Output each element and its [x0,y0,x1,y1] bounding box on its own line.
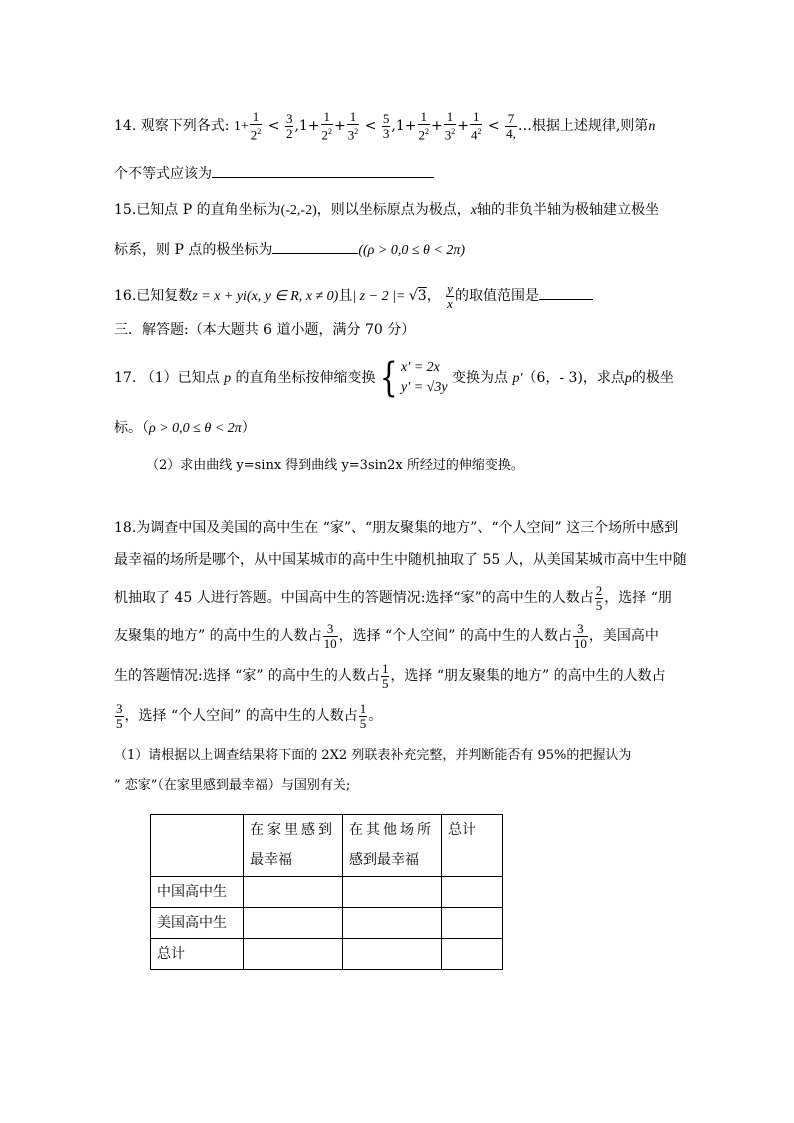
answer-blank[interactable] [272,253,358,254]
q17-line1: 17. （1）已知点 p 的直角坐标按伸缩变换{ x' = 2x y' = √3y 变换为点 p'（6，- 3)，求点p的极坐 [114,355,674,401]
q14-lead: 14. 观察下列各式: [114,118,230,135]
table-cell[interactable] [442,877,503,908]
table-cell[interactable] [244,939,343,970]
coordinate: (-2,-2) [280,203,317,218]
q18-line2: 最幸福的场所是哪个，从中国某城市的高中生中随机抽取了 55 人，从美国某城市高中生中随 [114,552,687,568]
answer-blank[interactable] [539,299,593,300]
fraction: $\frac{1}{2^2}$ [321,109,333,143]
q15-line2: 标系，则 P 点的极坐标为 ((ρ > 0,0 ≤ θ < 2π) [114,242,466,258]
q18-line4: 友聚集的地方” 的高中生的人数占 $\frac{3}{10}$ ，选择 “个人空间” 的高中生的人数占 $\frac{3}{10}$ ，美国高中 [114,620,659,651]
table-row [151,877,503,908]
q18-part1-a: （1）请根据以上调查结果将下面的 2X2 列联表补充完整，并判断能否有 95%的把握认为 [114,748,632,763]
table-cell[interactable] [343,939,442,970]
q17-line2: 标。（ρ > 0,0 ≤ θ < 2π） [114,420,256,436]
table-cell[interactable] [244,877,343,908]
q18-line6: $\frac{3}{5}$ ，选择 “个人空间” 的高中生的人数占 $\frac{1}{5}$ 。 [116,700,383,731]
separator: ,1+ [294,118,320,135]
q14-prompt: 个不等式应该为 [114,166,212,182]
q14-tail: …根据上述规律,则第 [517,118,649,135]
fraction: $\frac{3}{5}$ [116,700,123,731]
table-cell[interactable] [442,908,503,939]
fraction: $\frac{1}{3^2}$ [444,109,456,143]
fraction: $\frac{1}{5}$ [359,700,367,731]
lt-sign: < [267,118,280,135]
table-corner [151,815,244,877]
transform-system: x' = 2x y' = √3y [400,360,448,395]
q16-line: 16.已知复数z = x + yi(x, y ∈ R, x ≠ 0)且| z − 2 |= √3， $\frac{y}{x}$ 的取值范围是 [114,276,593,317]
fraction: $\frac{1}{2^2}$ [418,109,429,143]
fraction: $\frac{1}{3^2}$ [347,109,359,143]
row-label: 中国高中生 [151,877,244,908]
q18-line5: 生的答题情况:选择 “家” 的高中生的人数占 $\frac{1}{5}$ ，选择 “朋友聚集的地方” 的高中生的人数占 [114,660,666,691]
fraction: $\frac{7}{4,}$ [506,110,516,141]
table-header: 在家里感到 最幸福 [244,815,343,877]
fraction: $\frac{3}{2}$ [285,110,293,141]
q17-part2: （2）求由曲线 y=sinx 得到曲线 y=3sin2x 所经过的伸缩变换。 [146,458,524,473]
fraction: $\frac{3}{10}$ [573,620,587,651]
q14-n: n [648,119,656,135]
fraction: $\frac{3}{10}$ [323,620,337,651]
table-header-row [151,815,503,877]
table-cell[interactable] [442,939,503,970]
q14-line1: 14. 观察下列各式: 1+ $\frac{1}{2^2}$ < $\frac{3}{2}$ ,1+ $\frac{1}{2^2}$ + $\frac{1}{3^2}$ < $\frac{5}{3}$ ,1+ $\frac{1}{2^2}$ + $\frac{1}{3^2}$ + $\frac{1}{4^2}$ < $\frac{7}{4,}$ …根据上述规律,则第n [114,109,656,143]
contingency-table [150,814,503,970]
table-cell[interactable] [244,908,343,939]
table-row [151,939,503,970]
answer-blank[interactable] [212,177,434,178]
q18-part1-b: ” 恋家”（在家里感到最幸福）与国别有关; [114,778,351,793]
row-label: 美国高中生 [151,908,244,939]
table-header: 总计 [442,815,503,877]
table-row [151,908,503,939]
q14-term: 1+ [233,119,249,135]
fraction: $\frac{y}{x}$ [447,280,453,311]
complex-eq: z = x + yi(x, y ∈ R, x ≠ 0) [192,289,339,304]
polar-condition: ((ρ > 0,0 ≤ θ < 2π) [358,243,466,258]
brace-icon: { [379,355,398,401]
q18-line1: 18.为调查中国及美国的高中生在 “家”、“朋友聚集的地方”、“个人空间” 这三个场所中感到 [114,520,679,536]
fraction: $\frac{1}{4^2}$ [470,109,482,143]
section-heading: 三．解答题:（本大题共 6 道小题，满分 70 分） [114,322,416,338]
q15-line1: 15.已知点 P 的直角坐标为(-2,-2)，则以坐标原点为极点，x轴的非负半轴为极轴建立极坐 [114,202,659,218]
fraction: $\frac{2}{5}$ [595,582,603,613]
table-cell[interactable] [343,908,442,939]
sqrt-icon: √ [408,288,418,304]
fraction: $\frac{5}{3}$ [382,110,390,141]
table-header: 在其他场所 感到最幸福 [343,815,442,877]
row-label: 总计 [151,939,244,970]
fraction: $\frac{1}{5}$ [381,660,389,691]
q18-line3: 机抽取了 45 人进行答题。中国高中生的答题情况:选择“家”的高中生的人数占 $\frac{2}{5}$ ，选择 “朋 [114,582,672,613]
table-cell[interactable] [343,877,442,908]
q14-line2 [114,164,434,184]
fraction: $\frac{1}{2^2}$ [250,109,262,143]
